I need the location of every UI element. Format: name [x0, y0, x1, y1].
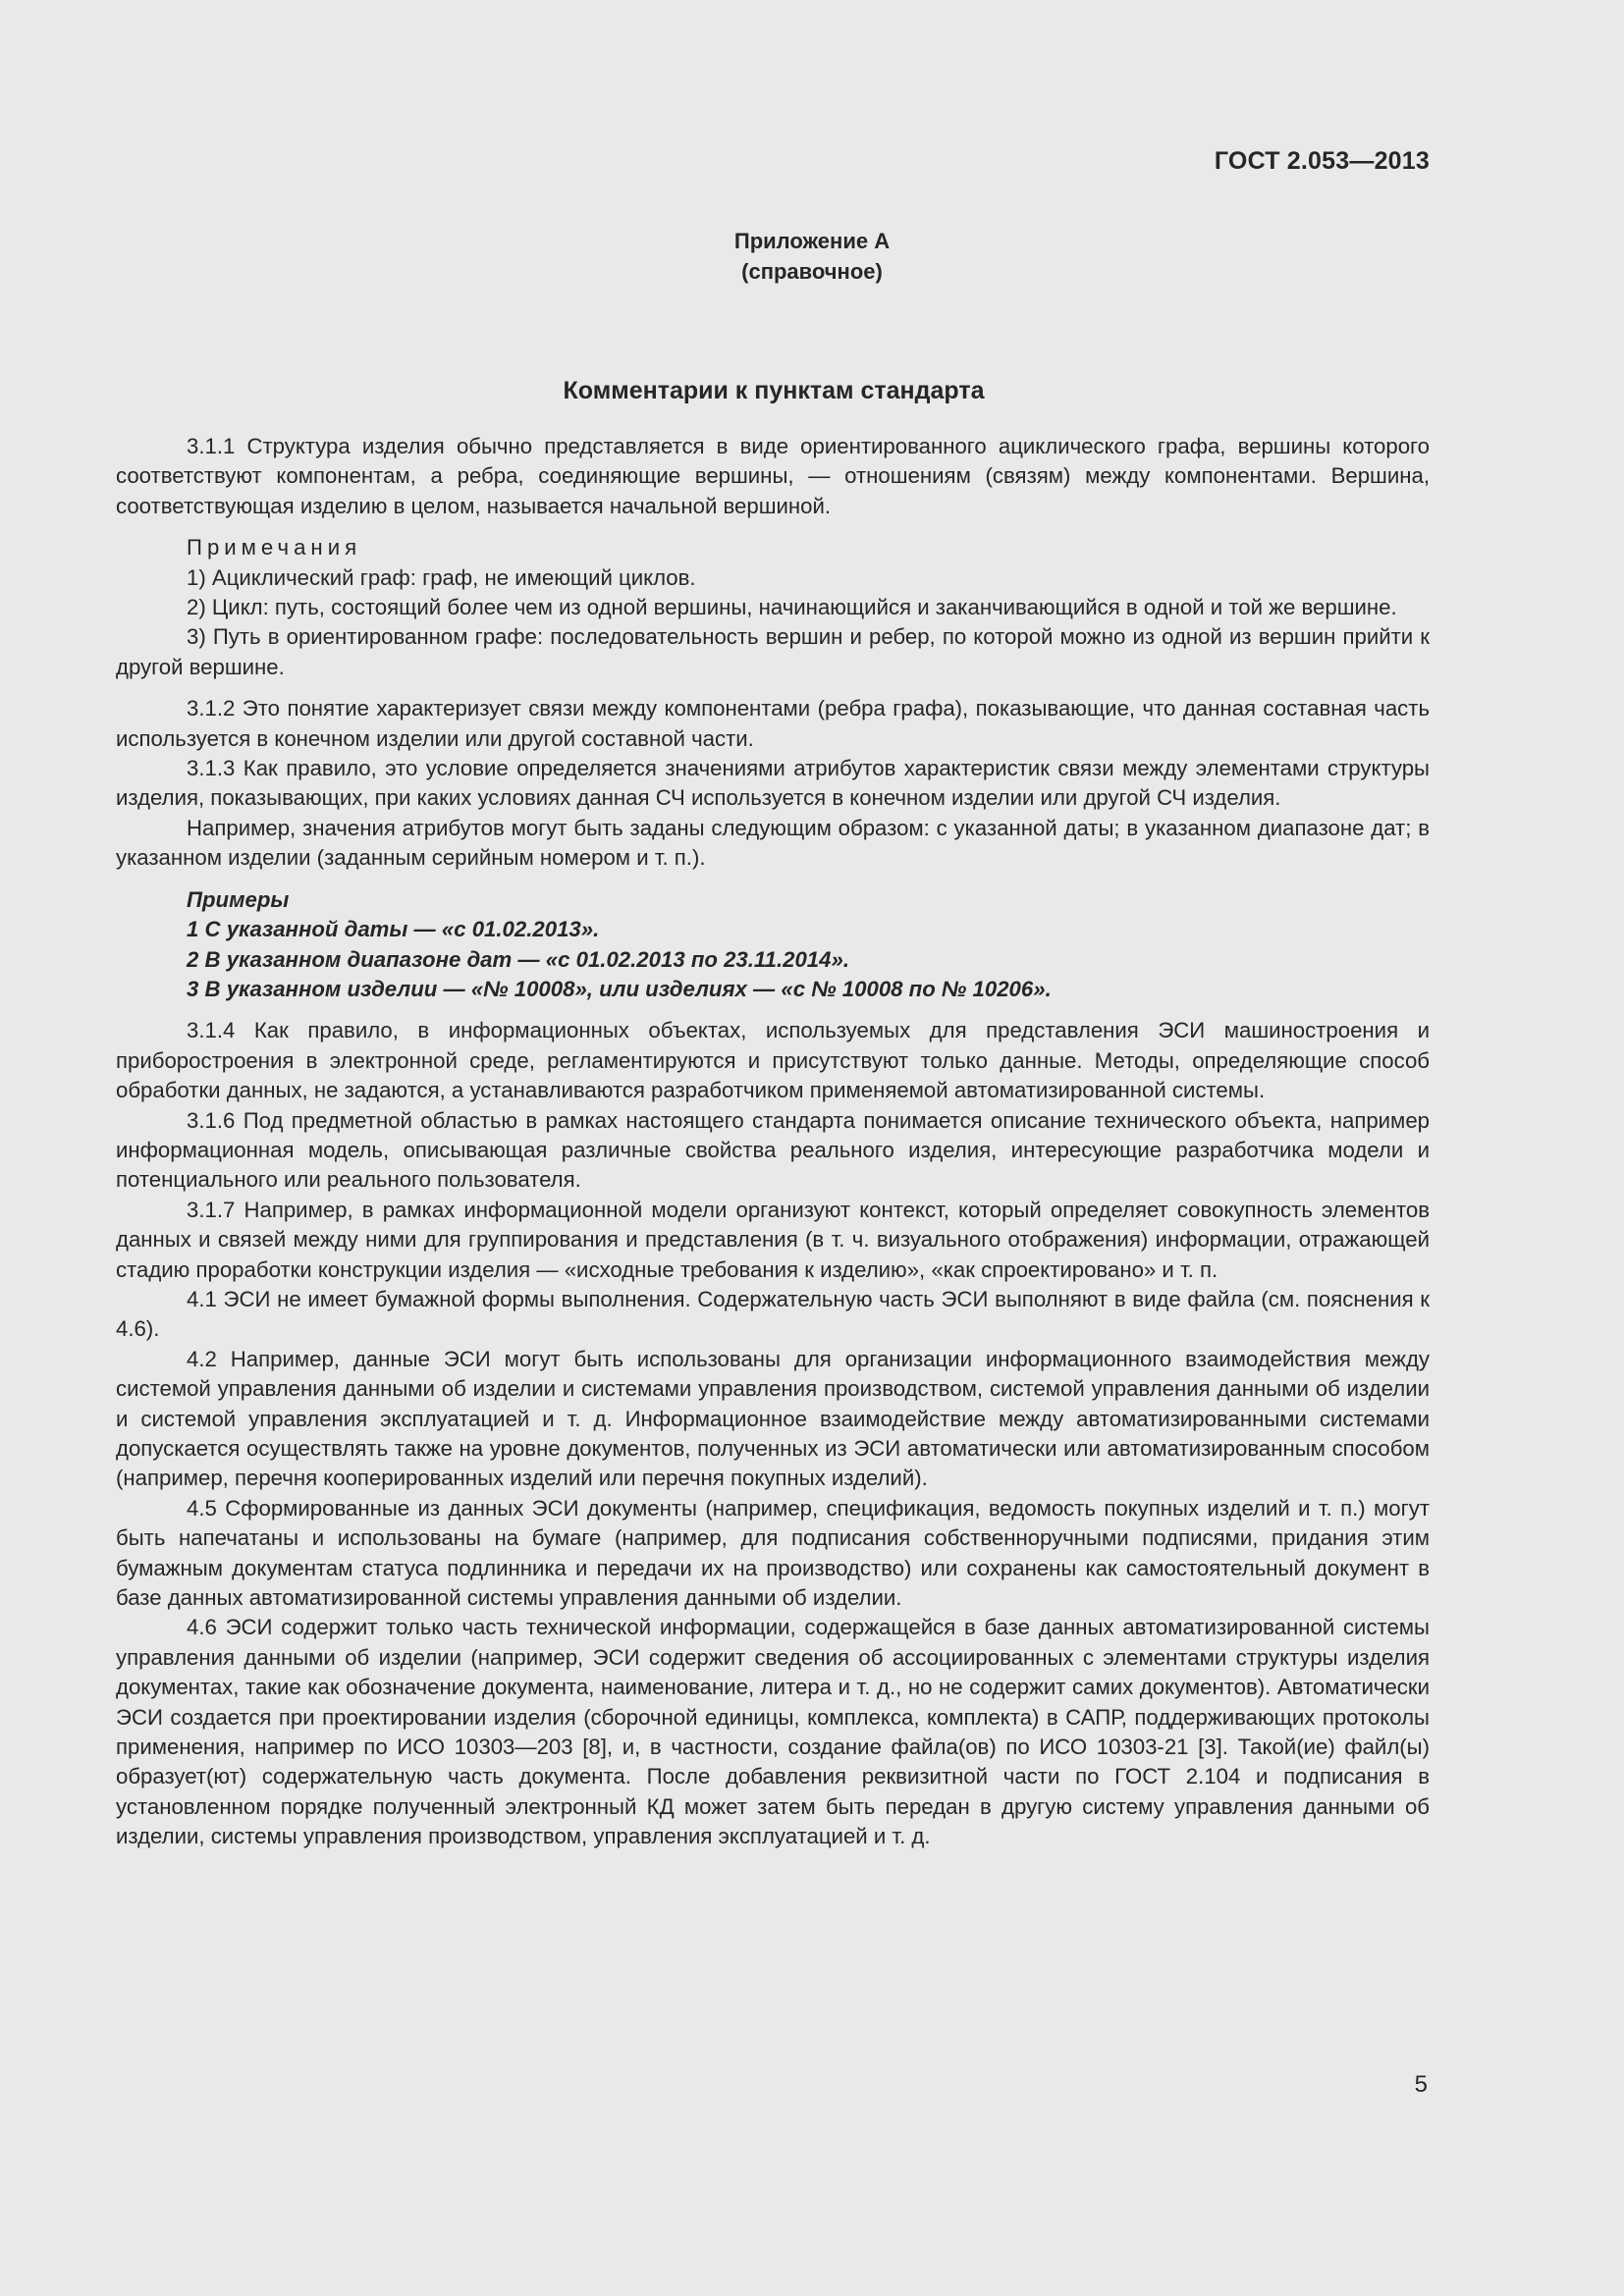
- paragraph-3-1-6: 3.1.6 Под предметной областью в рамках настоящего стандарта понимается описание технического объекта, например информационная модель, описывающая различные свойства реального изделия, интересующие разработчика модели и потенциального или реального пользователя.: [116, 1107, 1430, 1193]
- appendix-heading: [0, 226, 1624, 287]
- note-3: 3) Путь в ориентированном графе: последовательность вершин и ребер, по которой можно из одной из вершин прийти к другой вершине.: [116, 624, 1430, 679]
- examples-block: [116, 885, 1430, 1005]
- paragraph-3-1-2: 3.1.2 Это понятие характеризует связи между компонентами (ребра графа), показывающие, что данная составная часть используется в конечном изделии или другой составной части.: [116, 696, 1430, 751]
- paragraph-3-1-3-example-text: Например, значения атрибутов могут быть заданы следующим образом: с указанной даты; в указанном диапазоне дат; в указанном изделии (заданным серийным номером и т. п.).: [116, 815, 1430, 871]
- note-1: 1) Ациклический граф: граф, не имеющий циклов.: [187, 564, 696, 590]
- notes-title: Примечания: [187, 535, 362, 561]
- paragraph-4-5: 4.5 Сформированные из данных ЭСИ документы (например, спецификация, ведомость покупных изделий и т. п.) могут быть напечатаны и использованы на бумаге (например, для подписания собственноручными подписями, придания этим бумажным документам статуса подлинника и передачи их на производство) или сохранены как самостоятельный документ в базе данных автоматизированной системы управления данными об изделии.: [116, 1495, 1430, 1611]
- paragraph-4-1: 4.1 ЭСИ не имеет бумажной формы выполнения. Содержательную часть ЭСИ выполняют в виде файла (см. пояснения к 4.6).: [116, 1286, 1430, 1342]
- document-body: [116, 432, 1430, 1852]
- paragraph-4-6: 4.6 ЭСИ содержит только часть технической информации, содержащейся в базе данных автоматизированной системы управления данными об изделии (например, ЭСИ содержит сведения об ассоциированных с элементами структуры изделия документах, такие как обозначение документа, наименование, литера и т. д., но не содержит самих документов). Автоматически ЭСИ создается при проектировании изделия (сборочной единицы, комплекса, комплекта) в САПР, поддерживающих протоколы применения, например по ИСО 10303—203 [8], и, в частности, создание файла(ов) по ИСО 10303-21 [3]. Такой(ие) файл(ы) образует(ют) содержательную часть документа. После добавления реквизитной части по ГОСТ 2.104 и подписания в установленном порядке полученный электронный КД может затем быть передан в другую систему управления данными об изделии, системы управления производством, управления эксплуатацией и т. д.: [116, 1615, 1430, 1849]
- example-1: 1 С указанной даты — «с 01.02.2013».: [187, 917, 600, 942]
- document-code: ГОСТ 2.053—2013: [1214, 147, 1430, 175]
- section-title: Комментарии к пунктам стандарта: [563, 377, 985, 404]
- examples-title: Примеры: [187, 886, 290, 912]
- page-number: 5: [1414, 2071, 1428, 2098]
- paragraph-3-1-3: 3.1.3 Как правило, это условие определяется значениями атрибутов характеристик связи между элементами структуры изделия, показывающих, при каких условиях данная СЧ используется в конечном изделии или другой СЧ изделия.: [116, 756, 1430, 811]
- paragraph-3-1-4: 3.1.4 Как правило, в информационных объектах, используемых для представления ЭСИ машиностроения и приборостроения в электронной среде, регламентируются и присутствуют только данные. Методы, определяющие способ обработки данных, не задаются, а устанавливаются разработчиком применяемой автоматизированной системы.: [116, 1018, 1430, 1103]
- example-3: 3 В указанном изделии — «№ 10008», или изделиях — «с № 10008 по № 10206».: [187, 976, 1052, 1001]
- paragraph-3-1-7: 3.1.7 Например, в рамках информационной модели организуют контекст, который определяет совокупность элементов данных и связей между ними для группирования и представления (в т. ч. визуального отображения) информации, отражающей стадию проработки конструкции изделия — «исходные требования к изделию», «как спроектировано» и т. п.: [116, 1197, 1430, 1282]
- paragraph-3-1-1: 3.1.1 Структура изделия обычно представляется в виде ориентированного ациклического графа, вершины которого соответствуют компонентам, а ребра, соединяющие вершины, — отношениям (связям) между компонентами. Вершина, соответствующая изделию в целом, называется начальной вершиной.: [116, 434, 1430, 518]
- appendix-title: Приложение А: [733, 229, 891, 253]
- paragraph-4-2: 4.2 Например, данные ЭСИ могут быть использованы для организации информационного взаимодействия между системой управления данными об изделии и системами управления производством, системой управления данными об изделии и системой управления эксплуатацией и т. д. Информационное взаимодействие между автоматизированными системами допускается осуществлять также на уровне документов, полученных из ЭСИ автоматически или автоматизированным способом (например, перечня кооперированных изделий или перечня покупных изделий).: [116, 1346, 1430, 1491]
- note-2: 2) Цикл: путь, состоящий более чем из одной вершины, начинающийся и заканчивающийся в одной и той же вершине.: [187, 595, 1397, 620]
- example-2: 2 В указанном диапазоне дат — «с 01.02.2013 по 23.11.2014».: [187, 946, 849, 972]
- appendix-kind: (справочное): [741, 259, 883, 284]
